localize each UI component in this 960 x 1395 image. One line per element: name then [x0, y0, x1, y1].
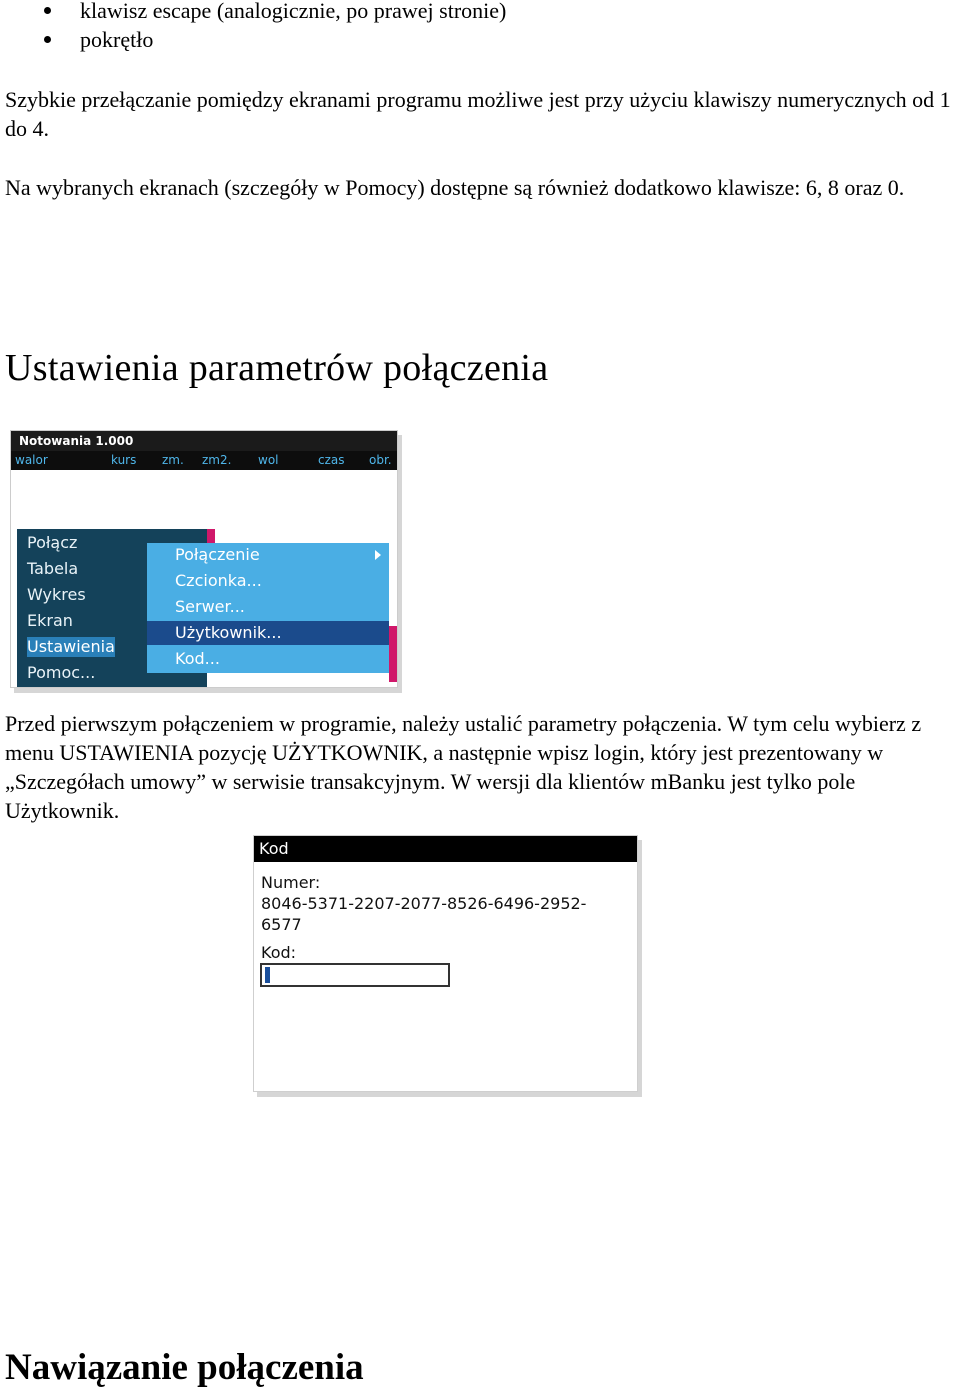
column-header: czas	[318, 453, 345, 467]
code-label: Kod:	[261, 943, 297, 962]
submenu-item-serwer[interactable]: Serwer...	[175, 597, 245, 616]
accent-stripe	[207, 529, 215, 543]
column-header: wol	[258, 453, 279, 467]
paragraph-extra-keys: Na wybranych ekranach (szczegóły w Pomocy) dostępne są również dodatkowo klawisze: 6, 8 oraz 0.	[5, 175, 905, 200]
column-header: obr.	[369, 453, 392, 467]
submenu-item-label: Połączenie	[175, 545, 260, 564]
text-cursor	[265, 967, 270, 983]
section-heading-connection: Nawiązanie połączenia	[5, 1347, 364, 1388]
menu-item-ustawienia[interactable]: Ustawienia	[27, 637, 115, 656]
column-header-row	[11, 451, 397, 470]
bullet-icon	[44, 36, 51, 43]
submenu-item-czcionka[interactable]: Czcionka...	[175, 571, 262, 590]
paragraph-shortcuts: Szybkie przełączanie pomiędzy ekranami programu możliwe jest przy użyciu klawiszy numerycznych od 1 do 4.	[5, 87, 951, 141]
dialog-title: Kod	[254, 836, 637, 862]
column-header: zm.	[162, 453, 184, 467]
submenu-item-uzytkownik[interactable]: Użytkownik...	[147, 621, 389, 645]
accent-stripe	[389, 626, 397, 682]
app-title-bar: Notowania 1.000	[11, 431, 397, 451]
number-value-line2: 6577	[261, 915, 302, 934]
column-header: kurs	[111, 453, 137, 467]
settings-submenu	[147, 543, 389, 673]
section-heading-settings: Ustawienia parametrów połączenia	[5, 347, 549, 389]
paragraph-instructions: Przed pierwszym połączeniem w programie, należy ustalić parametry połączenia. W tym celu wybierz z menu USTAWIENIA pozycję UŻYTKOWNIK, a następnie wpisz login, który jest prezentowany w „Szczegółach umowy” w serwisie transakcyjnym. W wersji dla klientów mBanku jest tylko pole Użytkownik.	[5, 711, 922, 823]
bullet-text: klawisz escape (analogicznie, po prawej stronie)	[80, 0, 507, 23]
bullet-icon	[44, 7, 51, 14]
number-label: Numer:	[261, 873, 321, 892]
menu-item-polacz[interactable]: Połącz	[27, 533, 78, 552]
bullet-list	[0, 0, 506, 54]
submenu-item-polaczenie[interactable]	[147, 543, 389, 567]
number-value-line1: 8046-5371-2207-2077-8526-6496-2952-	[261, 894, 587, 913]
code-dialog-screenshot	[253, 835, 638, 1092]
column-header: walor	[15, 453, 48, 467]
menu-item-wykres[interactable]: Wykres	[27, 585, 86, 604]
menu-item-pomoc[interactable]: Pomoc...	[27, 663, 96, 682]
chevron-right-icon	[375, 550, 381, 560]
settings-menu-screenshot	[10, 430, 398, 688]
bullet-item	[0, 0, 506, 25]
bullet-text: pokrętło	[80, 27, 154, 52]
bullet-item	[0, 25, 506, 54]
menu-item-tabela[interactable]: Tabela	[27, 559, 79, 578]
code-input[interactable]	[260, 963, 450, 987]
menu-item-ekran[interactable]: Ekran	[27, 611, 73, 630]
column-header: zm2.	[202, 453, 232, 467]
submenu-item-kod[interactable]: Kod...	[175, 649, 220, 668]
